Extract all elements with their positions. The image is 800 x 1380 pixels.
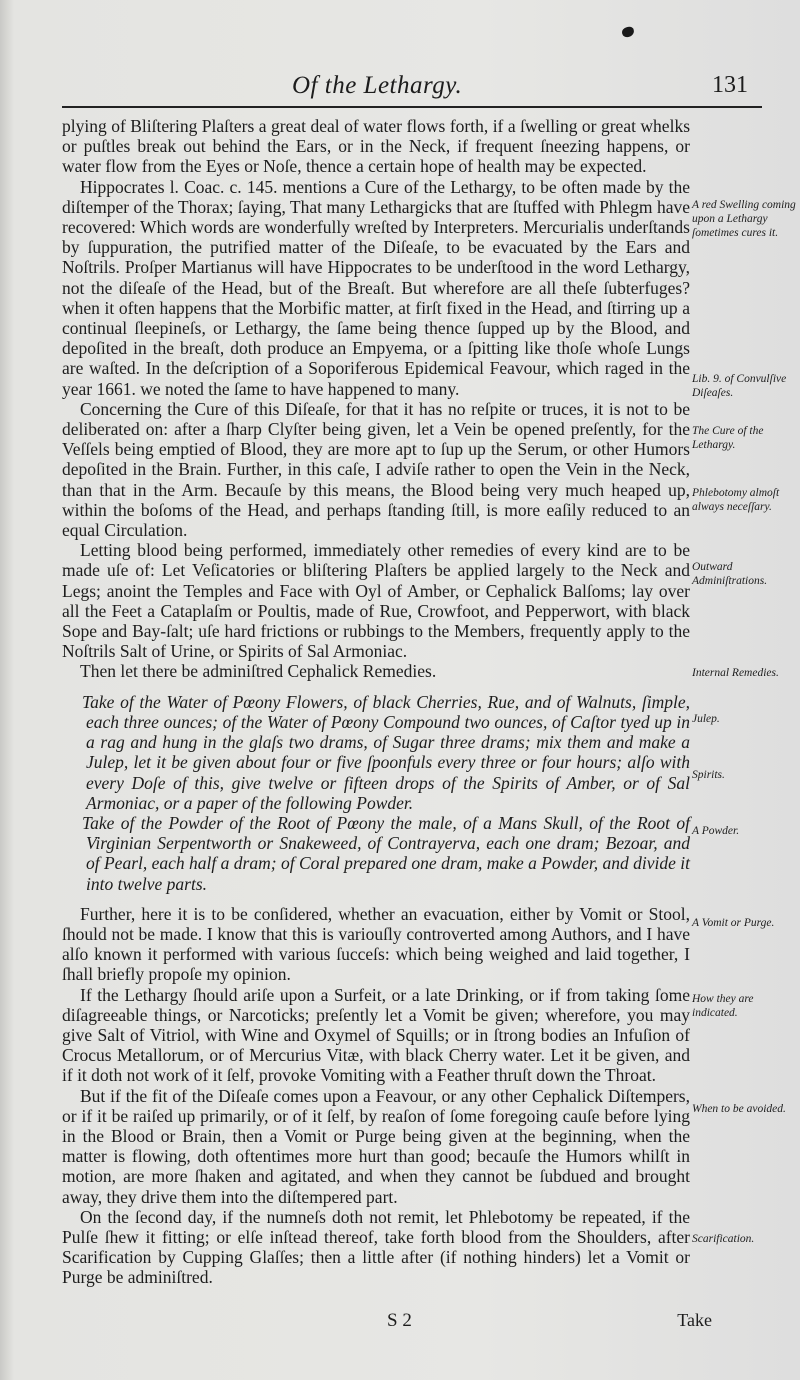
header-rule [62,106,762,108]
margin-note: When to be avoided. [692,1103,786,1115]
signature-mark: S 2 [387,1310,412,1331]
page-number: 131 [712,72,748,98]
paragraph: Letting blood being performed, immediately other remedies of every kind are to be made uſe of: Let Veſicatories or bliſtering Plaſters be applied largely to the Neck and Legs; anoint the Temples and Face with Oyl of Amber, or Cephalick Balſoms; lay over all the Feet a Cataplaſm or Poultis, made of Rue, Crowfoot, and Pepperwort, with black Sope and Bay-ſalt; uſe hard frictions or rubbings to the Members, frequently apply to the Noſtrils Salt of Urine, or Spirits of Sal Armoniac. [62,540,690,662]
paragraph: plying of Bliſtering Plaſters a great deal of water flows forth, if a ſwelling or great whelks or puſtles break out behind the Ears, or in the Neck, if frequent ſneezing happens, or water flow from the Eyes or Noſe, thence a certain hope of health may be expected. [62,116,690,177]
margin-note: A Vomit or Purge. [692,917,775,929]
paragraph: But if the fit of the Diſeaſe comes upon a Feavour, or any other Cephalick Diſtempers, or if it be raiſed up primarily, or of it ſelf, by reaſon of ſome foregoing cauſe before lying in the Blood or Brain, then a Vomit or Purge being given at the beginning, when the matter is flowing, doth oftentimes more hurt than good; becauſe the Humors whilſt in motion, are more ſhaken and agitated, and when they cannot be ſubdued and brought away, they drive them into the diſtempered part. [62,1085,690,1207]
margin-note: The Cure of the Lethargy. [692,425,764,451]
catchword: Take [677,1310,712,1330]
margin-note: A Powder. [692,825,740,837]
ink-blot [621,26,635,38]
recipe-julep: Take of the Water of Pœony Flowers, of black Cherries, Rue, and of Walnuts, ſimple, each three ounces; of the Water of Pœony Compound two ounces, of Caſtor tyed up in a rag and hung in the glaſs two drams, of Sugar three drams; mix them and make a Julep, let it be given about four or five ſpoonfuls every three or four hours; alſo with every Doſe of this, give twelve or fifteen drops of the Spirits of Amber, or of Sal Armoniac, or a paper of the following Powder. [82,691,690,813]
main-text [62,116,690,1288]
recipe-powder: Take of the Powder of the Root of Pœony the male, of a Mans Skull, of the Root of Virginian Serpentworth or Snakeweed, of Contrayerva, each one dram; Bezoar, and of Pearl, each half a dram; of Coral prepared one dram, make a Powder, and divide it into twelve parts. [82,812,690,894]
paragraph: Concerning the Cure of this Diſeaſe, for that it has no reſpite or truces, it is not to be deliberated on: after a ſharp Clyſter being given, let a Vein be opened preſently, for the Veſſels being emptied of Blood, they are more apt to ſup up the Serum, or other Humors depoſited in the Brain. Further, in this caſe, I adviſe rather to open the Vein in the Neck, than that in the Arm. Becauſe by this means, the Blood being very much heaped up, within the boſoms of the Head, and perhaps ſtanding ſtill, is more eaſily reduced to an equal Circulation. [62,398,690,541]
margin-note: Lib. 9. of Convulſive Diſeaſes. [692,373,787,399]
paragraph: If the Lethargy ſhould ariſe upon a Surfeit, or a late Drinking, or if from taking ſome diſagreeable things, or Narcoticks; preſently let a Vomit be given; wherefore, you may give Salt of Vitriol, with Wine and Oxymel of Squills; or in ſtrong bodies an Infuſion of Crocus Metallorum, or of Mercurius Vitæ, with black Cherry water. Let it be given, and if it doth not work of it ſelf, provoke Vomiting with a Feather thruſt down the Throat. [62,984,690,1086]
margin-note: A red Swelling coming upon a Lethargy ſometimes cures it. [692,199,796,239]
margin-note: Internal Remedies. [692,667,779,679]
margin-note: Spirits. [692,769,725,781]
margin-note: How they are indicated. [692,993,754,1019]
margin-note: Outward Adminiſtrations. [692,561,768,587]
paragraph: Then let there be adminiſtred Cephalick Remedies. [80,661,437,682]
margin-note: Phlebotomy almoſt always neceſſary. [692,487,780,513]
page-header [62,68,762,108]
page-footer [62,1310,712,1340]
paragraph: Hippocrates l. Coac. c. 145. mentions a Cure of the Lethargy, to be often made by the diſtemper of the Thorax; ſaying, That many Lethargicks that are ſtuffed with Phlegm have recovered: Which words are wonderfully wreſted by Interpreters. Mercurialis underſtands by ſuppuration, the putrified matter of the Diſeaſe, to be evacuated by the Ears and Noſtrils. Proſper Martianus will have Hippocrates to be underſtood in the word Lethargy, not the diſeaſe of the Head, but of the Breaſt. But wherefore are all theſe ſubterfuges? when it often happens that the Morbific matter, at firſt fixed in the Head, and ſtirring up a continual ſleepineſs, or Lethargy, the ſame being thence ſupped up by the Blood, and depoſited in the breaſt, doth produce an Empyema, or a ſpitting like thoſe whoſe Lungs are waſted. In the deſcription of a Soporiferous Epidemical Feavour, which raged in the year 1661. we noted the ſame to have happened to many. [62,176,690,399]
paragraph: On the ſecond day, if the numneſs doth not remit, let Phlebotomy be repeated, if the Pulſe ſhew it fitting; or elſe inſtead thereof, take forth blood from the Shoulders, after Scarification by Cupping Glaſſes; then a little after (if nothing hinders) let a Vomit or Purge be adminiſtred. [62,1206,690,1288]
margin-note: Scarification. [692,1233,755,1245]
paragraph: Further, here it is to be conſidered, whether an evacuation, either by Vomit or Stool, ſhould not be made. I know that this is variouſly controverted among Authors, and I have alſo known it performed with various ſucceſs: which being weighed and laid together, I ſhall briefly propoſe my opinion. [62,903,690,985]
margin-note: Julep. [692,713,720,725]
running-title: Of the Lethargy. [292,72,463,99]
